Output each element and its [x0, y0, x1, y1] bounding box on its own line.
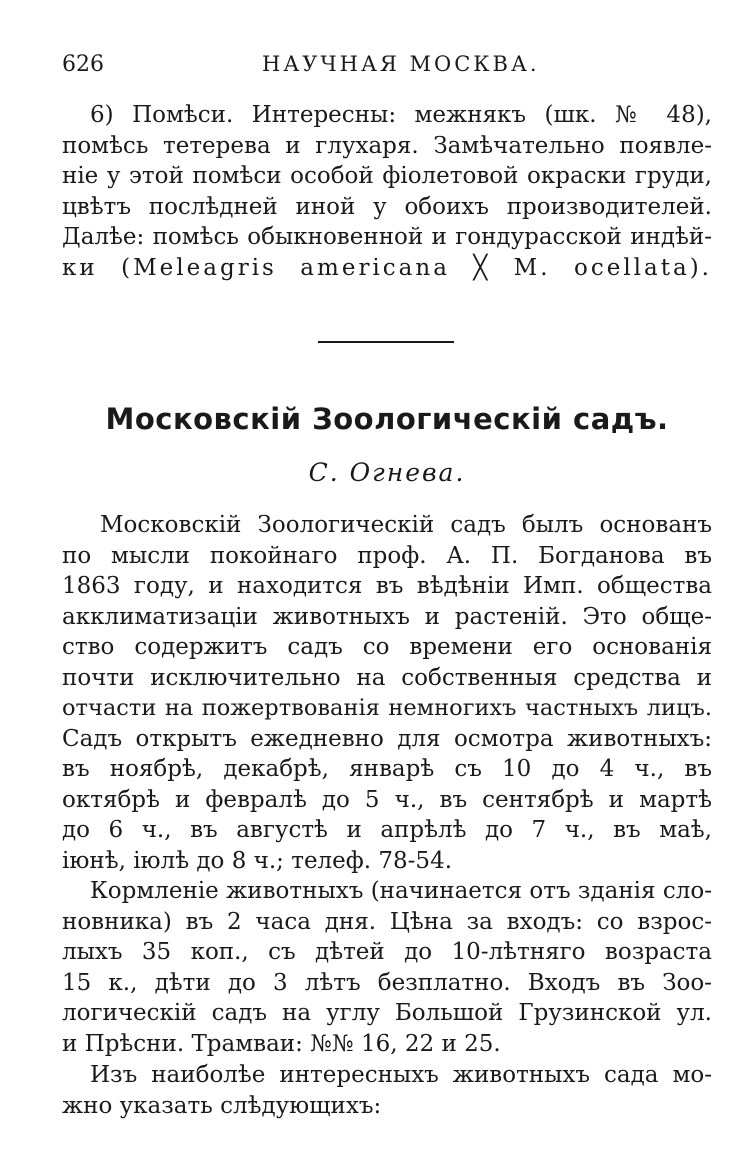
- text-line: Кормленіе животныхъ (начинается отъ зданія сло-: [90, 878, 712, 904]
- text-line: почти исключительно на собственныя средства и: [62, 664, 712, 691]
- text-line: ніе у этой помѣси особой фіолетовой окраски груди,: [62, 163, 712, 189]
- text-line: до 6 ч., въ августѣ и апрѣлѣ до 7 ч., въ маѣ,: [62, 817, 712, 843]
- text-line: акклиматизаціи животныхъ и растеній. Это обще-: [62, 603, 712, 630]
- text-line: по мысли покойнаго проф. А. П. Богданова въ: [62, 542, 712, 569]
- text-line: жно указать слѣдующихъ:: [62, 1092, 382, 1119]
- text-line: 6) Помѣси. Интересны: межнякъ (шк. № 48),: [90, 102, 712, 128]
- text-line: цвѣтъ послѣдней иной у обоихъ производителей.: [62, 193, 712, 220]
- text-line: помѣсь тетерева и глухаря. Замѣчательно появле-: [62, 132, 712, 159]
- text-line: логическій садъ на углу Большой Грузинской ул.: [62, 1000, 712, 1026]
- article-paragraph-3: [62, 1060, 712, 1121]
- text-line: лыхъ 35 коп., съ дѣтей до 10-лѣтняго возраста: [62, 939, 712, 965]
- article-paragraph-1: [62, 510, 712, 876]
- text-line: Далѣе: помѣсь обыкновенной и гондурасской индѣй-: [62, 224, 712, 250]
- text-line: Московскій Зоологическій садъ былъ основанъ: [100, 512, 712, 538]
- hybrids-paragraph: [62, 100, 712, 283]
- text-line: октябрѣ и февралѣ до 5 ч., въ сентябрѣ и мартѣ: [62, 786, 712, 813]
- article-title: Московскій Зоологическій садъ.: [105, 402, 669, 436]
- article-author: С. Огнева.: [308, 458, 466, 487]
- text-line: въ ноябрѣ, декабрѣ, январѣ съ 10 до 4 ч., въ: [62, 756, 712, 782]
- article-paragraph-2: [62, 876, 712, 1059]
- page-number: 626: [62, 52, 104, 77]
- text-line: отчасти на пожертвованія немногихъ частныхъ лицъ.: [62, 695, 712, 721]
- text-line: 15 к., дѣти до 3 лѣтъ безплатно. Входъ въ Зоо-: [62, 969, 712, 996]
- text-line: и Прѣсни. Трамваи: №№ 16, 22 и 25.: [62, 1030, 501, 1057]
- text-line: ство содержитъ садъ со времени его основанія: [62, 634, 712, 660]
- running-title: НАУЧНАЯ МОСКВА.: [262, 52, 540, 76]
- text-line: новника) въ 2 часа дня. Цѣна за входъ: со взрос-: [62, 908, 712, 935]
- text-line: Садъ открытъ ежедневно для осмотра животныхъ:: [62, 725, 712, 752]
- text-line: Изъ наиболѣе интересныхъ животныхъ сада мо-: [90, 1062, 712, 1088]
- page-header: [62, 52, 712, 88]
- text-line: іюнѣ, іюлѣ до 8 ч.; телеф. 78-54.: [62, 847, 453, 874]
- text-line: 1863 году, и находится въ вѣдѣніи Имп. общества: [62, 573, 712, 599]
- section-divider: [318, 341, 454, 343]
- text-line: ки (Meleagris americana ╳ M. ocellata).: [62, 254, 712, 281]
